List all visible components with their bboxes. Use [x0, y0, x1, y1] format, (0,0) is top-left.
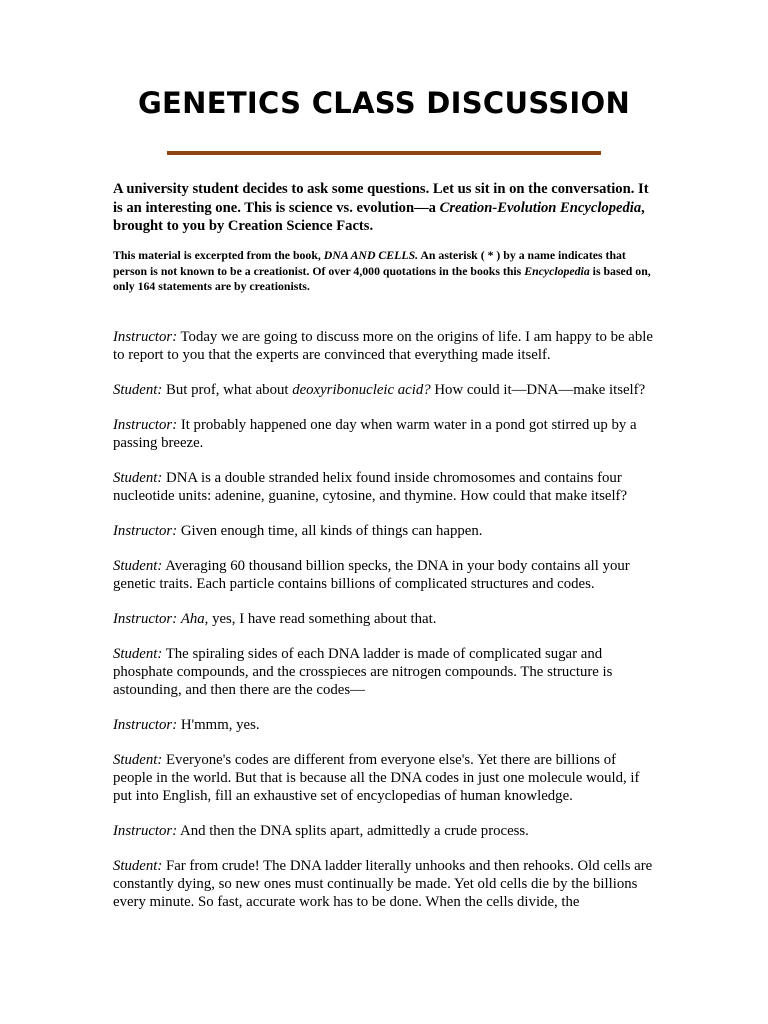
speaker-label: Instructor: — [113, 611, 178, 627]
dialogue-turn — [113, 716, 653, 734]
page-title: GENETICS CLASS DISCUSSION — [137, 86, 631, 120]
speaker-label: Student: — [113, 646, 163, 662]
intro-encyclopedia-title: Creation-Evolution Encyclopedia — [439, 199, 642, 216]
turn-text: Today we are going to discuss more on the origins of life. I am happy to be able to report to you that the experts are convinced that everything made itself. — [113, 329, 653, 363]
note-encyclopedia-word: Encyclopedia — [524, 263, 590, 278]
speaker-label: Instructor: — [113, 717, 178, 733]
dialogue-turn — [113, 328, 653, 364]
dialogue — [113, 328, 653, 928]
turn-text: And then the DNA splits apart, admittedly a crude process. — [177, 823, 529, 839]
turn-text: The spiraling sides of each DNA ladder is made of complicated sugar and phosphate compounds, and the crosspieces are nitrogen compounds. The structure is astounding, and then there are the codes— — [113, 646, 613, 698]
dialogue-turn — [113, 645, 653, 699]
note-text-1: This material is excerpted from the book, — [113, 248, 324, 262]
speaker-label: Student: — [113, 470, 163, 486]
turn-text: But prof, what about — [162, 382, 293, 398]
turn-text: H'mmm, yes. — [177, 717, 260, 733]
intro-text-2: , brought to you by Creation Science Facts. — [113, 199, 645, 234]
speaker-label: Instructor: — [113, 823, 178, 839]
turn-italic-text: Aha — [180, 611, 205, 627]
turn-text: It probably happened one day when warm water in a pond got stirred up by a passing breeze. — [113, 417, 637, 451]
turn-text: DNA is a double stranded helix found inside chromosomes and contains four nucleotide units: adenine, guanine, cytosine, and thymine. How could that make itself? — [113, 470, 628, 504]
dialogue-turn — [113, 381, 653, 399]
dialogue-turn — [113, 822, 653, 840]
title-divider — [167, 151, 601, 155]
turn-text: How could it—DNA—make itself? — [430, 382, 646, 398]
turn-italic-text: deoxyribonucleic acid? — [292, 382, 431, 398]
dialogue-turn — [113, 469, 653, 505]
dialogue-turn — [113, 751, 653, 805]
intro-text-1: A university student decides to ask some questions. Let us sit in on the conversation. It is an interesting one. This is science vs. evolution—a — [113, 181, 649, 216]
speaker-label: Student: — [113, 858, 163, 874]
turn-text: Everyone's codes are different from everyone else's. Yet there are billions of people in the world. But that is because all the DNA codes in just one molecule would, if put into English, fill an exhaustive set of encyclopedias of human knowledge. — [113, 752, 640, 804]
dialogue-turn — [113, 610, 653, 628]
speaker-label: Student: — [113, 558, 163, 574]
source-note — [113, 248, 658, 295]
note-book-title: DNA AND CELLS. — [323, 248, 419, 262]
speaker-label: Student: — [113, 752, 163, 768]
dialogue-turn — [113, 522, 653, 540]
dialogue-turn — [113, 857, 653, 911]
speaker-label: Instructor: — [113, 523, 178, 539]
speaker-label: Student: — [113, 382, 163, 398]
turn-text: , yes, I have read something about that. — [204, 611, 437, 627]
turn-text: Given enough time, all kinds of things can happen. — [177, 523, 483, 539]
turn-text: Averaging 60 thousand billion specks, the DNA in your body contains all your genetic traits. Each particle contains billions of complicated structures and codes. — [113, 558, 630, 592]
turn-text: Far from crude! The DNA ladder literally unhooks and then rehooks. Old cells are constantly dying, so new ones must continually be made. Yet old cells die by the billions every minute. So fast, accurate work has to be done. When the cells divide, the — [113, 858, 653, 910]
note-text-2: An asterisk ( * ) by a name indicates that person is not known to be a creationist. Of over 4,000 quotations in the books this — [113, 248, 626, 278]
speaker-label: Instructor: — [113, 417, 178, 433]
dialogue-turn — [113, 416, 653, 452]
note-text-3: is based on, only 164 statements are by creationists. — [113, 263, 651, 293]
dialogue-turn — [113, 557, 653, 593]
speaker-label: Instructor: — [113, 329, 178, 345]
intro-paragraph — [113, 180, 658, 236]
